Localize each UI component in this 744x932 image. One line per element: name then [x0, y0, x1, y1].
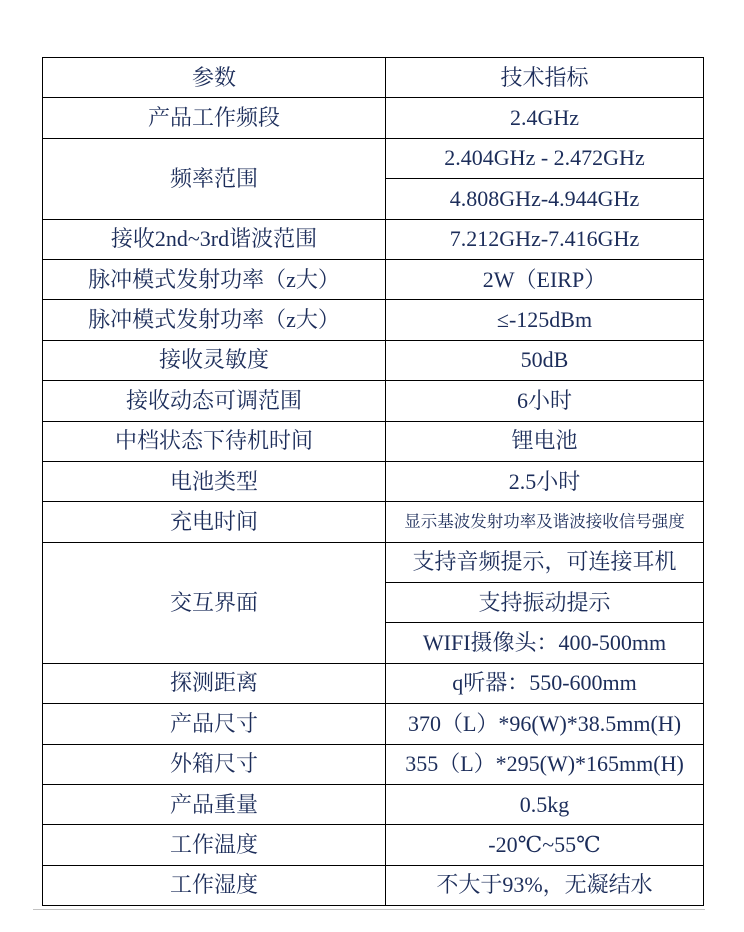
param-cell: 交互界面 [43, 542, 386, 663]
param-cell: 探测距离 [43, 663, 386, 703]
value-cell: 0.5kg [386, 785, 704, 825]
param-cell: 接收2nd~3rd谐波范围 [43, 219, 386, 259]
value-cell: 370（L）*96(W)*38.5mm(H) [386, 704, 704, 744]
table-row [43, 542, 704, 582]
param-cell: 充电时间 [43, 502, 386, 542]
value-cell: 50dB [386, 340, 704, 380]
param-cell: 接收动态可调范围 [43, 381, 386, 421]
value-cell: 支持音频提示，可连接耳机 [386, 542, 704, 582]
table-row [43, 421, 704, 461]
value-cell: 4.808GHz-4.944GHz [386, 179, 704, 219]
value-cell: WIFI摄像头：400-500mm [386, 623, 704, 663]
value-cell: 2.4GHz [386, 98, 704, 138]
value-cell: 355（L）*295(W)*165mm(H) [386, 744, 704, 784]
value-cell: 2.404GHz - 2.472GHz [386, 138, 704, 178]
header-cell-param: 参数 [43, 58, 386, 98]
param-cell: 中档状态下待机时间 [43, 421, 386, 461]
param-cell: 频率范围 [43, 138, 386, 219]
spec-table-body [43, 98, 704, 906]
table-row [43, 259, 704, 299]
table-row [43, 219, 704, 259]
value-cell: -20℃~55℃ [386, 825, 704, 865]
table-row [43, 381, 704, 421]
param-cell: 产品尺寸 [43, 704, 386, 744]
value-cell: 7.212GHz-7.416GHz [386, 219, 704, 259]
value-cell: 不大于93%，无凝结水 [386, 865, 704, 905]
header-cell-value: 技术指标 [386, 58, 704, 98]
value-cell: 6小时 [386, 381, 704, 421]
page-bottom-rule [33, 909, 705, 910]
param-cell: 电池类型 [43, 461, 386, 501]
table-row [43, 825, 704, 865]
table-row [43, 340, 704, 380]
param-cell: 产品重量 [43, 785, 386, 825]
table-row [43, 300, 704, 340]
value-cell: 支持振动提示 [386, 583, 704, 623]
table-row [43, 744, 704, 784]
table-row [43, 663, 704, 703]
table-header-row [43, 58, 704, 98]
table-row [43, 138, 704, 178]
value-cell: ≤-125dBm [386, 300, 704, 340]
spec-table [42, 57, 704, 906]
value-cell: 显示基波发射功率及谐波接收信号强度 [386, 502, 704, 542]
value-cell: 锂电池 [386, 421, 704, 461]
table-row [43, 461, 704, 501]
table-row [43, 785, 704, 825]
value-cell: 2W（EIRP） [386, 259, 704, 299]
param-cell: 脉冲模式发射功率（z大） [43, 300, 386, 340]
spec-table-container [42, 57, 704, 906]
table-row [43, 704, 704, 744]
value-cell: q听器：550-600mm [386, 663, 704, 703]
table-row [43, 98, 704, 138]
param-cell: 外箱尺寸 [43, 744, 386, 784]
param-cell: 产品工作频段 [43, 98, 386, 138]
param-cell: 工作湿度 [43, 865, 386, 905]
param-cell: 工作温度 [43, 825, 386, 865]
param-cell: 脉冲模式发射功率（z大） [43, 259, 386, 299]
table-row [43, 502, 704, 542]
param-cell: 接收灵敏度 [43, 340, 386, 380]
value-cell: 2.5小时 [386, 461, 704, 501]
table-row [43, 865, 704, 905]
